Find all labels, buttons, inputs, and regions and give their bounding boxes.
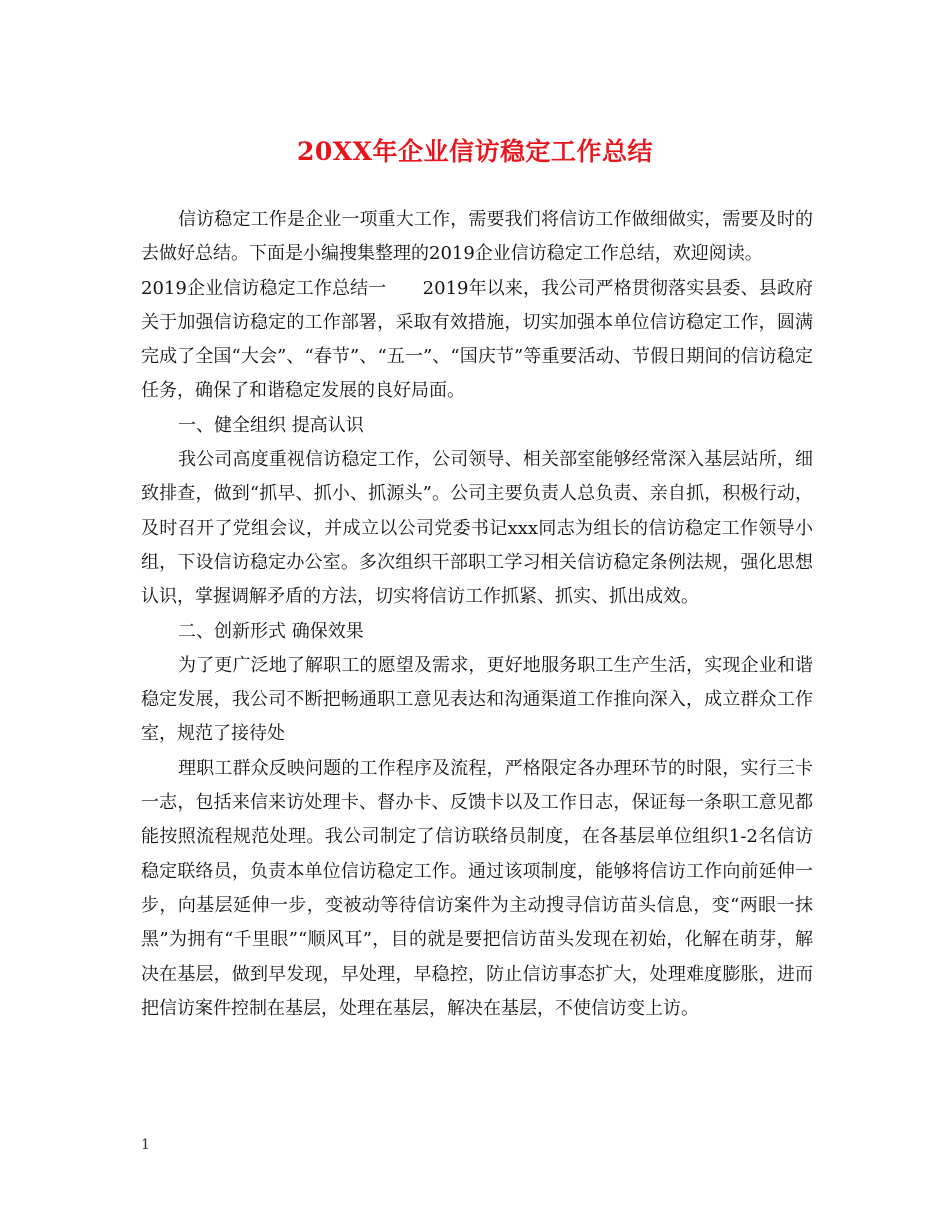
paragraph-section-1: 我公司高度重视信访稳定工作，公司领导、相关部室能够经常深入基层站所，细致排查，做到“抓早、抓小、抓源头”。公司主要负责人总负责、亲自抓，积极行动，及时召开了党组会议，并成立以公司党委书记xxx同志为组长的信访稳定工作领导小组，下设信访稳定办公室。多次组织干部职工学习相关信访稳定条例法规，强化思想认识，掌握调解矛盾的方法，切实将信访工作抓紧、抓实、抓出成效。 <box>141 449 813 608</box>
section-heading-1: 一、健全组织 提高认识 <box>178 414 364 436</box>
page-number: 1 <box>141 1137 150 1153</box>
paragraph-section-2: 为了更广泛地了解职工的愿望及需求，更好地服务职工生产生活，实现企业和谐稳定发展，我公司不断把畅通职工意见表达和沟通渠道工作推向深入，成立群众工作室，规范了接待处 <box>141 654 813 745</box>
paragraph-section-2-continued: 理职工群众反映问题的工作程序及流程，严格限定各办理环节的时限，实行三卡一志，包括来信来访处理卡、督办卡、反馈卡以及工作日志，保证每一条职工意见都能按照流程规范处理。我公司制定了信访联络员制度，在各基层单位组织1-2名信访稳定联络员，负责本单位信访稳定工作。通过该项制度，能够将信访工作向前延伸一步，向基层延伸一步，变被动等待信访案件为主动搜寻信访苗头信息，变“两眼一抹黑”为拥有“千里眼”“顺风耳”，目的就是要把信访苗头发现在初始，化解在萌芽，解决在基层，做到早发现，早处理，早稳控，防止信访事态扩大，处理难度膨胀，进而把信访案件控制在基层，处理在基层，解决在基层，不使信访变上访。 <box>141 757 813 1019</box>
section-heading-2: 二、创新形式 确保效果 <box>178 620 364 642</box>
paragraph-intro: 信访稳定工作是企业一项重大工作，需要我们将信访工作做细做实，需要及时的去做好总结。下面是小编搜集整理的2019企业信访稳定工作总结，欢迎阅读。 <box>141 209 813 265</box>
paragraph-summary-one: 2019企业信访稳定工作总结一 2019年以来，我公司严格贯彻落实县委、县政府关于加强信访稳定的工作部署，采取有效措施，切实加强本单位信访稳定工作，圆满完成了全国“大会”、“春节”、“五一”、“国庆节”等重要活动、节假日期间的信访稳定任务，确保了和谐稳定发展的良好局面。 <box>141 277 813 402</box>
document-body <box>141 203 813 1026</box>
document-title: 20XX年企业信访稳定工作总结 <box>296 137 654 166</box>
